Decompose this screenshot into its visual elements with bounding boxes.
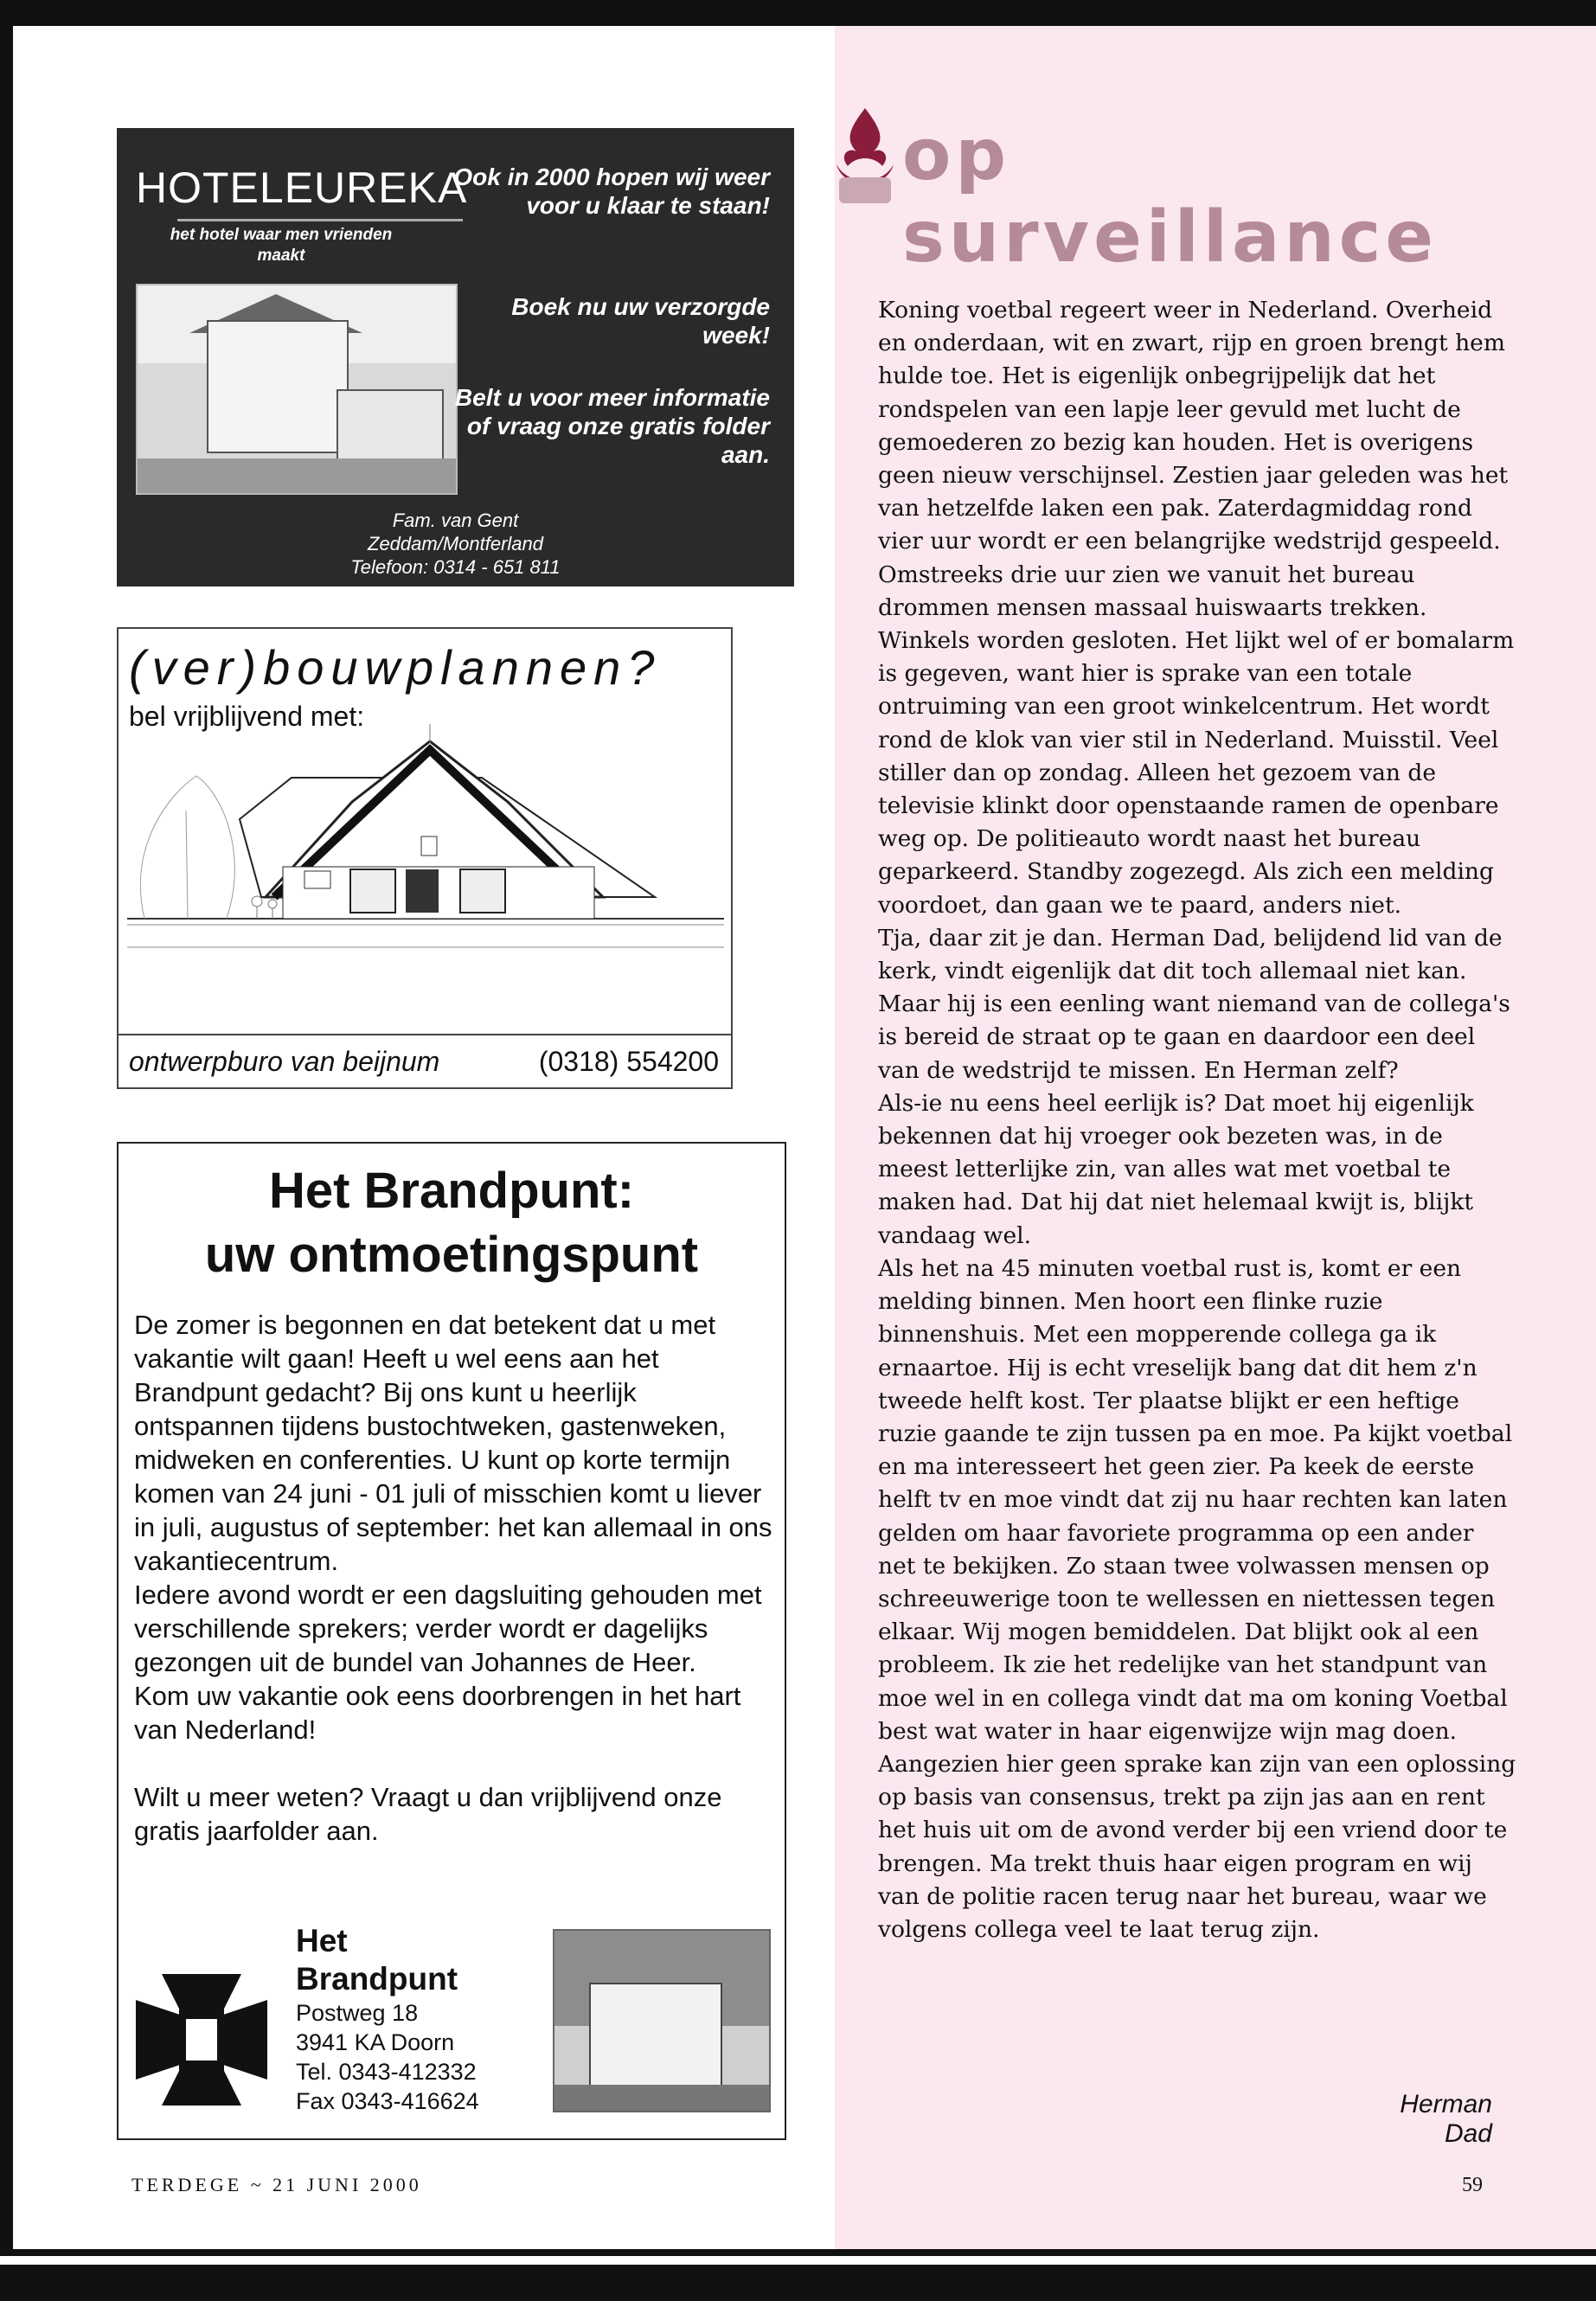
hotel-tagline: het hotel waar men vrienden maakt xyxy=(170,226,393,265)
bottom-border xyxy=(0,2249,1596,2301)
brandpunt-headline-2: uw ontmoetingspunt xyxy=(204,1227,699,1283)
brandpunt-name-2: Brandpunt xyxy=(296,1961,458,1997)
hotel-photo xyxy=(136,284,458,495)
bouw-phone: (0318) 554200 xyxy=(538,1046,719,1077)
hotel-eureka-ad xyxy=(117,128,794,586)
hotel-line-2: Boek nu uw verzorgde week! xyxy=(511,293,770,349)
bouw-footer xyxy=(119,1034,731,1089)
brandpunt-tel: Tel. 0343-412332 xyxy=(296,2059,477,2085)
column-heading xyxy=(826,104,1570,279)
brandpunt-fax: Fax 0343-416624 xyxy=(296,2088,479,2114)
column-title: op surveillance xyxy=(902,114,1438,279)
police-flame-icon xyxy=(826,104,904,208)
brandpunt-street: Postweg 18 xyxy=(296,2000,419,2026)
brandpunt-paragraph: Kom uw vakantie ook eens doorbrengen in het hart van Nederland! xyxy=(134,1681,741,1745)
bouw-company: ontwerpburo van beijnum xyxy=(129,1046,440,1077)
brandpunt-headline xyxy=(119,1159,785,1287)
brandpunt-headline-1: Het Brandpunt: xyxy=(268,1163,635,1219)
article-paragraph: Als het na 45 minuten voetbal rust is, komt er een melding binnen. Men hoort een flinke ruzie binnenshuis. Met een mopperende collega ga ik ernaartoe. Hij is echt vreselijk bang dat dit hem z'n tweede helft kost. Ter plaatse blijkt er een heftige ruzie gaande te zijn tussen pa en moe. Pa kijkt voetbal en ma interesseert het geen zier. Pa keek de eerste helft tv en moe vindt dat zij nu haar rechten kan laten gelden om haar favoriete programma op een ander net te bekijken. Zo staan twee volwassen mensen op schreeuwerige toon te wellessen en niettessen tegen elkaar. Wij mogen bemiddelen. Dat blijkt ook al een probleem. Ik zie het redelijke van het standpunt van moe wel in en collega vindt dat ma om koning Voetbal best wat water in haar eigenwijze wijn mag doen. Aangezien hier geen sprake kan zijn van een oplossing op basis van consensus, trekt pa zijn jas aan en rent het huis uit om de avond verder bij een vriend door te brengen. Ma trekt thuis haar eigen program en wij van de politie racen terug naar het bureau, waar we volgens collega veel te laat terug zijn. xyxy=(878,1254,1516,1943)
brandpunt-paragraph: Iedere avond wordt er een dagsluiting gehouden met verschillende sprekers; verder wordt er dagelijks gezongen uit de bundel van Johannes de Heer. xyxy=(134,1580,762,1677)
page-number: 59 xyxy=(1462,2174,1483,2196)
hotel-line-1: Ook in 2000 hopen wij weer voor u klaar te staan! xyxy=(453,163,770,219)
brandpunt-ad xyxy=(117,1142,786,2140)
left-border xyxy=(0,0,13,2301)
hotel-contact-phone: Telefoon: 0314 - 651 811 xyxy=(350,556,561,578)
house-drawing xyxy=(119,724,731,1034)
brandpunt-paragraph: De zomer is begonnen en dat betekent dat u met vakantie wilt gaan! Heeft u wel eens aan het Brandpunt gedacht? Bij ons kunt u heerlijk ontspannen tijdens bustochtweken, gastenweken, midweken en conferenties. U kunt op korte termijn komen van 24 juni - 01 juli of misschien komt u liever in juli, augustus of september: het kan allemaal in ons vakantiecentrum. xyxy=(134,1310,772,1576)
hotel-contact-place: Zeddam/Montferland xyxy=(368,533,543,554)
article-paragraph: Tja, daar zit je dan. Herman Dad, belijdend lid van de kerk, vindt eigenlijk dat dit toch allemaal niet kan. Maar hij is een eenling want niemand van de collega's is bereid de straat op te gaan en daardoor een deel van de wedstrijd te missen. En Herman zelf? xyxy=(878,924,1510,1084)
brandpunt-name-1: Het xyxy=(296,1923,348,1958)
hotel-contact xyxy=(117,509,794,579)
article-byline: Herman Dad xyxy=(1400,2090,1492,2148)
hotel-logo: HOTELEUREKA xyxy=(136,163,468,212)
bouw-subline: bel vrijblijvend met: xyxy=(129,701,365,732)
hotel-line-3: Belt u voor meer informatie of vraag onze gratis folder aan. xyxy=(454,384,770,468)
bouw-title: (ver)bouwplannen? xyxy=(129,640,662,695)
brandpunt-city: 3941 KA Doorn xyxy=(296,2029,455,2055)
brandpunt-paragraph: Wilt u meer weten? Vraagt u dan vrijblijvend onze gratis jaarfolder aan. xyxy=(134,1782,722,1846)
brandpunt-body xyxy=(134,1308,774,1848)
publication-footer: TERDEGE ~ 21 JUNI 2000 xyxy=(131,2174,422,2195)
top-border xyxy=(0,0,1596,26)
column-article xyxy=(878,294,1518,1946)
brandpunt-address xyxy=(296,1922,512,2116)
brandpunt-logo xyxy=(136,1974,267,2106)
hotel-contact-name: Fam. van Gent xyxy=(392,510,519,531)
logo-underline xyxy=(177,219,463,221)
article-paragraph: Koning voetbal regeert weer in Nederland. Overheid en onderdaan, wit en zwart, rijp en groen brengt hem hulde toe. Het is eigenlijk onbegrijpelijk dat het rondspelen van een lapje leer gevuld met lucht de gemoederen zo bezig kan houden. Het is overigens geen nieuw verschijnsel. Zestien jaar geleden was het van hetzelfde laken een pak. Zaterdagmiddag rond vier uur wordt er een belangrijke wedstrijd gespeeld. Omstreeks drie uur zien we vanuit het bureau drommen mensen massaal huiswaarts trekken. Winkels worden gesloten. Het lijkt wel of er bomalarm is gegeven, want hier is sprake van een totale ontruiming van een groot winkelcentrum. Het wordt rond de klok van vier stil in Nederland. Muisstil. Veel stiller dan op zondag. Alleen het gezoem van de televisie klinkt door openstaande ramen de openbare weg op. De politieauto wordt naast het bureau geparkeerd. Standby zogezegd. Als zich een melding voordoet, dan gaan we te paard, anders niet. xyxy=(878,297,1515,919)
brandpunt-photo xyxy=(553,1929,771,2112)
article-paragraph: Als-ie nu eens heel eerlijk is? Dat moet hij eigenlijk bekennen dat hij vroeger ook bezeten was, in de meest letterlijke zin, van alles wat met voetbal te maken had. Dat hij dat niet helemaal kwijt is, blijkt vandaag wel. xyxy=(878,1089,1474,1249)
bouwplannen-ad xyxy=(117,627,733,1089)
